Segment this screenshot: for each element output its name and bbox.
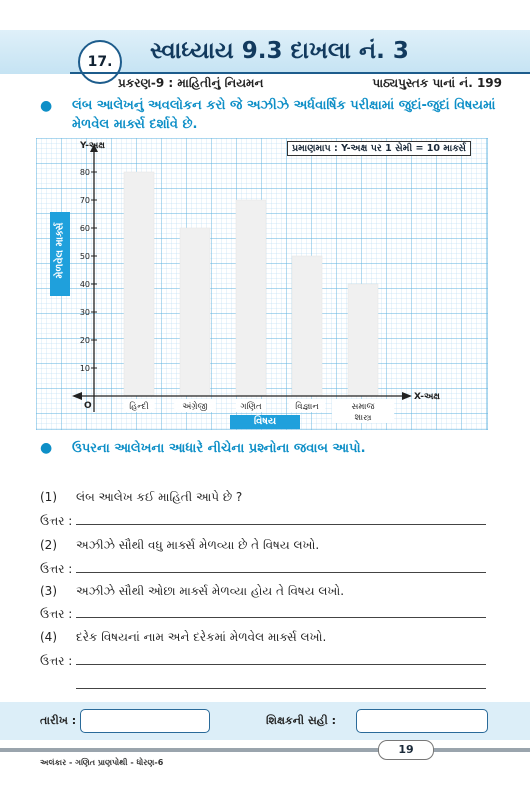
exercise-number: 17. — [87, 54, 113, 70]
y-tick-label: 20 — [79, 336, 90, 345]
answer-line[interactable] — [76, 664, 486, 665]
bar — [124, 172, 154, 396]
page-title: સ્વાધ્યાય 9.3 દાખલા નં. 3 — [150, 38, 409, 64]
category-label: ગણિત — [240, 402, 262, 412]
footer-bar — [0, 748, 530, 752]
exercise-number-badge — [78, 40, 122, 84]
bar — [348, 284, 378, 396]
page-number: 19 — [378, 740, 434, 760]
date-field[interactable] — [80, 709, 210, 733]
y-tick-label: 50 — [79, 252, 90, 261]
y-tick-label: 70 — [79, 196, 90, 205]
x-axis-name: X-અક્ષ — [414, 392, 440, 402]
question-number: (4) — [40, 630, 57, 644]
category-label: શાસ્ત્ર — [354, 413, 372, 423]
answer-label: ઉત્તર : — [40, 514, 73, 528]
answer-label: ઉત્તર : — [40, 607, 73, 621]
question-text: દરેક વિષયનાં નામ અને દરેકમાં મેળવેલ માર્ક્સ લખો. — [76, 630, 327, 644]
category-label: વિજ્ઞાન — [295, 402, 319, 412]
category-label: અંગ્રેજી — [182, 402, 208, 412]
section-heading: ઉપરના આલેખના આધારે નીચેના પ્રશ્નોના જવાબ આપો. — [72, 441, 366, 456]
y-axis-label-box — [50, 212, 70, 296]
y-tick-label: 40 — [79, 280, 90, 289]
answer-line[interactable] — [76, 688, 486, 689]
question-number: (3) — [40, 584, 57, 598]
scale-note: પ્રમાણમાપ : Y-અક્ષ પર 1 સેમી = 10 માર્ક્સ — [287, 141, 471, 156]
answer-label: ઉત્તર : — [40, 562, 73, 576]
answer-line[interactable] — [76, 572, 486, 573]
textbook-page-label: પાઠ્યપુસ્તક પાનાં નં. 199 — [372, 76, 502, 90]
y-tick-label: 60 — [79, 224, 90, 233]
bar — [236, 200, 266, 396]
header-divider — [70, 72, 530, 74]
bar-chart — [36, 138, 488, 430]
bar — [292, 256, 322, 396]
category-label: હિન્દી — [129, 402, 149, 412]
y-axis-label: મેળવેલ માર્ક્સ — [54, 222, 66, 279]
answer-line[interactable] — [76, 524, 486, 525]
origin-label: O — [84, 401, 92, 411]
chapter-label: પ્રકરણ-9 : માહિતીનું નિયમન — [118, 76, 264, 90]
bullet-icon: ● — [40, 98, 53, 114]
bar — [180, 228, 210, 396]
y-tick-label: 10 — [79, 364, 90, 373]
category-label: સમાજ — [351, 402, 375, 412]
y-tick-label: 30 — [79, 308, 90, 317]
question-number: (2) — [40, 538, 57, 552]
question-text: લંબ આલેખ કઈ માહિતી આપે છે ? — [76, 490, 243, 504]
instruction-text: લંબ આલેખનું અવલોકન કરો જે અઝીઝે અર્ધવાર્ષિક પરીક્ષામાં જુદાં-જુદાં વિષયમાં મેળવેલ માર્ક્સ દર્શાવે છે. — [72, 98, 496, 132]
question-text: અઝીઝે સૌથી ઓછા માર્ક્સ મેળવ્યા હોય તે વિષય લખો. — [76, 584, 345, 598]
question-number: (1) — [40, 490, 57, 504]
bullet-icon: ● — [40, 440, 53, 456]
question-text: અઝીઝે સૌથી વધુ માર્ક્સ મેળવ્યા છે તે વિષય લખો. — [76, 538, 320, 552]
y-tick-label: 80 — [79, 168, 90, 177]
date-label: તારીખ : — [40, 714, 77, 727]
book-name: અલંકાર - ગણિત પ્રાણપોથી - ધોરણ-6 — [40, 758, 164, 767]
x-axis-label: વિષય — [230, 415, 300, 429]
teacher-sign-label: શિક્ષકની સહી : — [266, 714, 336, 727]
answer-line[interactable] — [76, 617, 486, 618]
teacher-sign-field[interactable] — [356, 709, 488, 733]
y-axis-name: Y-અક્ષ — [80, 141, 105, 151]
answer-label: ઉત્તર : — [40, 654, 73, 668]
